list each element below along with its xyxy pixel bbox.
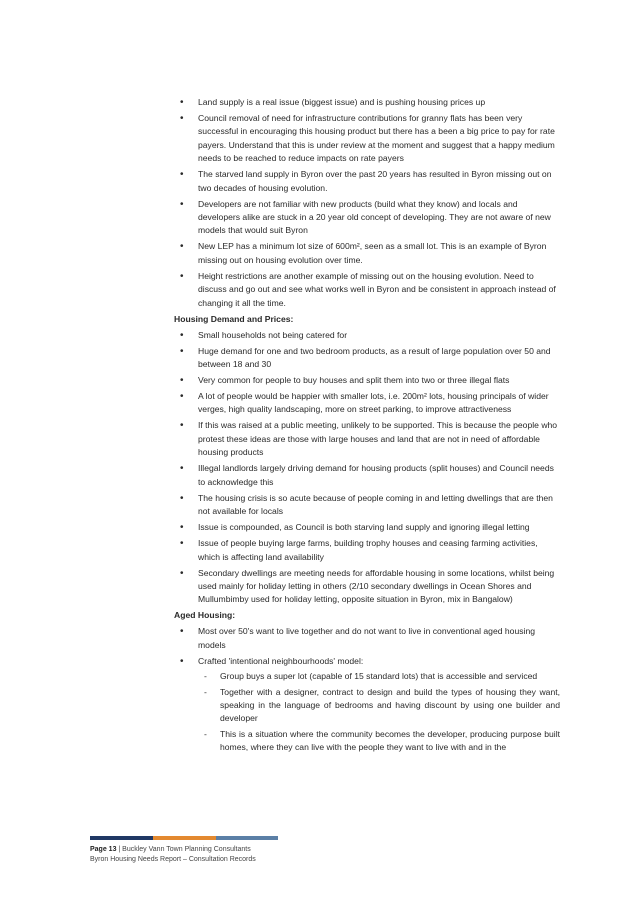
page-footer [90,845,256,865]
list-item [174,655,560,755]
section-heading-aged-housing: Aged Housing: [174,610,236,621]
list-item: • Issue of people buying large farms, building trophy houses and ceasing farming activities, which is affecting land availability [174,537,560,564]
footer-color-bars [90,836,278,840]
list-item: • Very common for people to buy houses and split them into two or three illegal flats [174,374,560,387]
list-item: • The starved land supply in Byron over the past 20 years has resulted in Byron missing out on two decades of housing evolution. [174,168,560,195]
list-item: • Land supply is a real issue (biggest issue) and is pushing housing prices up [174,96,560,109]
document-body [174,96,560,757]
list-item: • The housing crisis is so acute because of people coming in and letting dwellings that are then not available for locals [174,492,560,519]
aged-housing-list [174,625,560,754]
list-item: • Huge demand for one and two bedroom products, as a result of large population over 50 and between 18 and 30 [174,345,560,372]
list-item-text: Crafted 'intentional neighbourhoods' model: [198,655,364,666]
list-item: • New LEP has a minimum lot size of 600m², seen as a small lot. This is an example of Byron missing out on housing evolution over time. [174,240,560,267]
list-item: • Developers are not familiar with new products (build what they know) and locals and developers alike are stuck in a 20 year old concept of developing. They are not aware of new models that would suit Byron [174,198,560,238]
list-item: • Council removal of need for infrastructure contributions for granny flats has been very successful in encouraging this housing product but there has a been a big price to pay for rate payers. Understand that this is under review at the moment and suggest that a happy medium needs to be reached to reduce impacts on rate payers [174,112,560,166]
sub-list-item: - This is a situation where the community becomes the developer, producing purpose built homes, where they can live with the people they want to live with and in the [198,728,560,755]
page-number: Page 13 [90,846,117,853]
list-item: • Secondary dwellings are meeting needs for affordable housing in some locations, whilst being used mainly for holiday letting in others (2/10 secondary dwellings in Ocean Shores and Mullumbimby used for holiday letting, opposite situation in Byron, mix in Bangalow) [174,567,560,607]
sub-list [198,670,560,754]
footer-bar-blue [216,836,278,840]
list-item: • If this was raised at a public meeting, unlikely to be supported. This is because the people who protest these ideas are those with large houses and land that are not in need of affordable housing products [174,419,560,459]
sub-list-item: - Together with a designer, contract to design and build the types of housing they want, speaking in the language of bedrooms and having discount by using one builder and developer [198,686,560,726]
footer-bar-navy [90,836,153,840]
land-supply-list [174,96,560,310]
list-item: • Small households not being catered for [174,329,560,342]
list-item: • Issue is compounded, as Council is both starving land supply and ignoring illegal letting [174,521,560,534]
footer-line-1 [90,845,256,855]
section-heading-housing-demand: Housing Demand and Prices: [174,313,294,324]
housing-demand-list [174,329,560,607]
footer-firm: | Buckley Vann Town Planning Consultants [116,846,251,853]
sub-list-item: - Group buys a super lot (capable of 15 standard lots) that is accessible and serviced [198,670,560,683]
list-item: • Height restrictions are another example of missing out on the housing evolution. Need to discuss and go out and see what works well in Byron and be consistent in approach instead of changing it all the time. [174,270,560,310]
list-item: • Most over 50's want to live together and do not want to live in conventional aged housing models [174,625,560,652]
list-item: • A lot of people would be happier with smaller lots, i.e. 200m² lots, housing principals of wider verges, high quality landscaping, more on street parking, to improve attractiveness [174,390,560,417]
footer-bar-orange [153,836,216,840]
footer-report-title: Byron Housing Needs Report – Consultation Records [90,856,256,863]
list-item: • Illegal landlords largely driving demand for housing products (split houses) and Council needs to acknowledge this [174,462,560,489]
